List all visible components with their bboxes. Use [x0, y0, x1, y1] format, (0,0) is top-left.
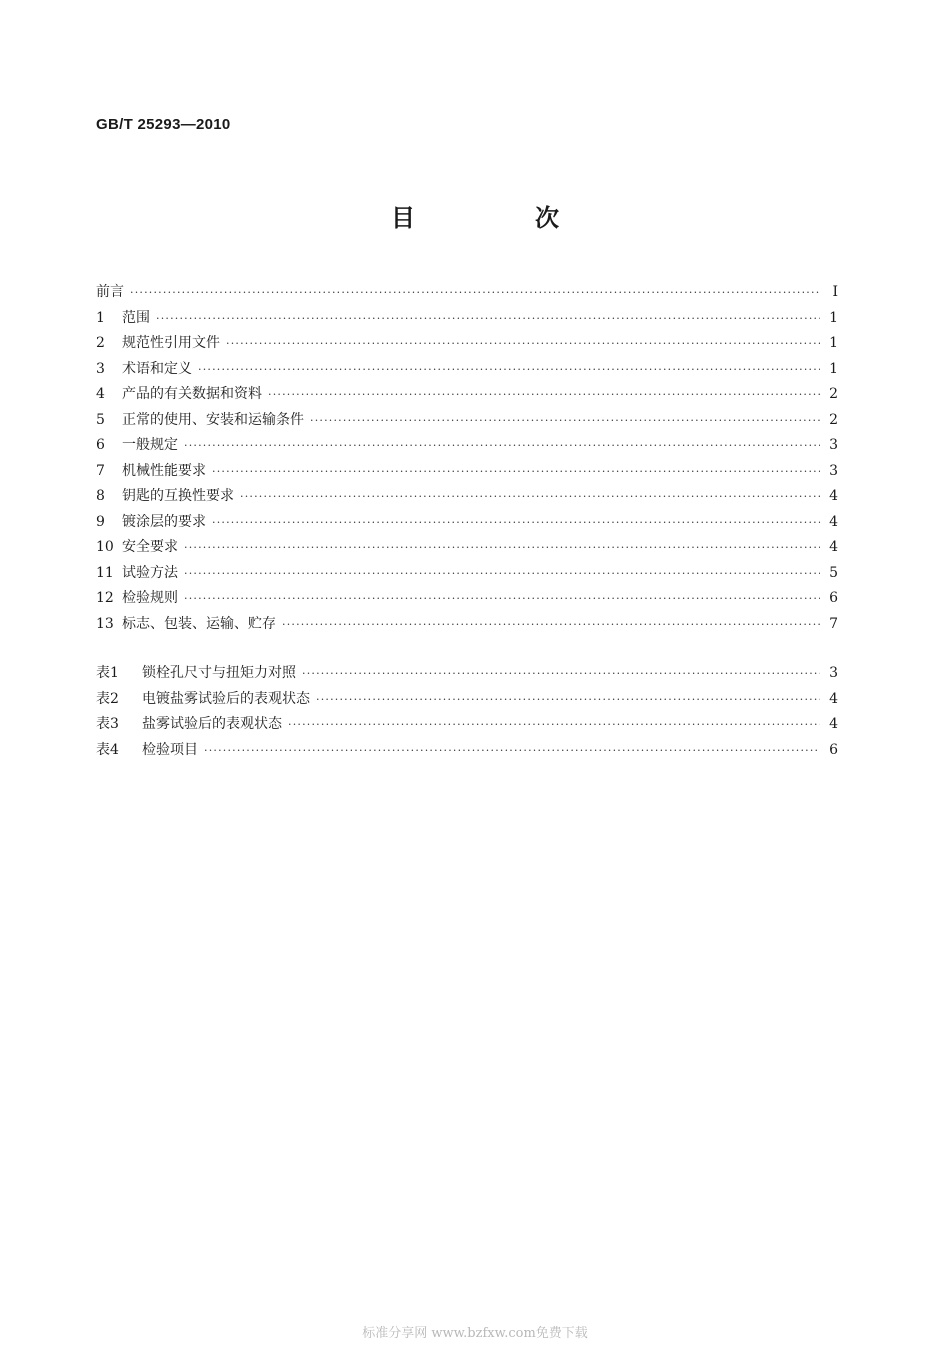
toc-entry-page: 4: [829, 513, 838, 530]
dot-leader: [226, 334, 820, 354]
toc-entry-number: 10: [96, 539, 114, 555]
dot-leader: [184, 436, 820, 456]
toc-entry-number: 表2: [96, 690, 119, 707]
toc-entry-title: 检验规则: [122, 590, 178, 606]
dot-leader: [184, 564, 820, 584]
toc-entry-page: 1: [829, 335, 838, 351]
page-title: 目 次: [391, 203, 607, 232]
toc-entry-title: 范围: [122, 309, 150, 326]
dot-leader: [184, 538, 820, 558]
toc-entry-page: 2: [829, 411, 838, 428]
toc-entry-title: 前言: [96, 284, 124, 300]
dot-leader: [310, 411, 820, 431]
toc-entry-number: 11: [96, 564, 114, 581]
toc-entry-page: 3: [829, 437, 838, 453]
toc-entry[interactable]: [96, 410, 838, 436]
toc-table-entry[interactable]: [96, 663, 838, 689]
toc-entry-page: 5: [829, 564, 838, 581]
toc-entry-title: 机械性能要求: [122, 462, 206, 479]
dot-leader: [282, 615, 820, 635]
toc-entry-page: 3: [829, 462, 838, 479]
dot-leader: [130, 283, 820, 303]
toc-entry-title: 试验方法: [122, 564, 178, 581]
toc-entry-page: Ⅰ: [832, 284, 838, 300]
toc-entry-title: 检验项目: [142, 741, 198, 758]
toc-entry-page: 6: [829, 741, 838, 758]
toc-entry-number: 12: [96, 590, 114, 606]
dot-leader: [184, 589, 820, 609]
table-of-contents: [96, 282, 838, 765]
toc-entry-title: 一般规定: [122, 437, 178, 453]
toc-entry-title: 规范性引用文件: [122, 335, 220, 351]
toc-entry[interactable]: [96, 333, 838, 359]
toc-table-entry[interactable]: [96, 714, 838, 740]
toc-entry-number: 5: [96, 411, 105, 428]
toc-entry[interactable]: [96, 614, 838, 640]
toc-divider-gap: [96, 639, 838, 663]
toc-entry[interactable]: [96, 359, 838, 385]
toc-entry-title: 正常的使用、安装和运输条件: [122, 411, 304, 428]
toc-entry-number: 13: [96, 615, 114, 632]
dot-leader: [212, 513, 820, 533]
toc-entry[interactable]: [96, 461, 838, 487]
toc-entry-title: 锁栓孔尺寸与扭矩力对照: [142, 665, 296, 681]
dot-leader: [156, 309, 820, 329]
toc-entry-title: 盐雾试验后的表观状态: [142, 716, 282, 732]
dot-leader: [198, 360, 820, 380]
dot-leader: [316, 690, 820, 710]
toc-entry[interactable]: [96, 512, 838, 538]
dot-leader: [268, 385, 820, 405]
toc-entry-number: 6: [96, 437, 105, 453]
toc-entry-page: 1: [829, 360, 838, 377]
toc-entry-number: 8: [96, 488, 105, 504]
toc-entry-page: 4: [829, 690, 838, 707]
toc-entry-page: 2: [829, 386, 838, 402]
toc-entry-number: 表4: [96, 741, 119, 758]
toc-entry-number: 9: [96, 513, 105, 530]
toc-entry-page: 4: [829, 539, 838, 555]
toc-entry[interactable]: [96, 588, 838, 614]
toc-entry[interactable]: [96, 486, 838, 512]
toc-entry-number: 4: [96, 386, 105, 402]
toc-entry-title: 钥匙的互换性要求: [122, 488, 234, 504]
toc-entry-page: 6: [829, 590, 838, 606]
toc-entry[interactable]: [96, 282, 838, 308]
toc-entry-number: 表1: [96, 665, 119, 681]
dot-leader: [240, 487, 820, 507]
toc-entry-number: 1: [96, 309, 105, 326]
toc-entry[interactable]: [96, 435, 838, 461]
dot-leader: [204, 741, 820, 761]
toc-entry-page: 1: [829, 309, 838, 326]
toc-entry-number: 7: [96, 462, 105, 479]
toc-entry-title: 术语和定义: [122, 360, 192, 377]
toc-entry-title: 产品的有关数据和资料: [122, 386, 262, 402]
toc-entry-title: 安全要求: [122, 539, 178, 555]
toc-table-entry[interactable]: [96, 689, 838, 715]
toc-entry-number: 2: [96, 335, 105, 351]
toc-tables: [96, 663, 838, 765]
toc-entry-page: 4: [829, 716, 838, 732]
toc-entry[interactable]: [96, 537, 838, 563]
toc-entry-title: 标志、包装、运输、贮存: [122, 615, 276, 632]
toc-sections: [96, 282, 838, 639]
dot-leader: [212, 462, 820, 482]
standard-code: GB/T 25293—2010: [96, 116, 231, 133]
toc-entry[interactable]: [96, 384, 838, 410]
toc-entry[interactable]: [96, 563, 838, 589]
toc-entry-page: 3: [829, 665, 838, 681]
footer-watermark: 标准分享网 www.bzfxw.com免费下载: [362, 1326, 588, 1341]
toc-entry[interactable]: [96, 308, 838, 334]
toc-entry-number: 表3: [96, 716, 119, 732]
toc-entry-page: 4: [829, 488, 838, 504]
toc-table-entry[interactable]: [96, 740, 838, 766]
toc-entry-page: 7: [829, 615, 838, 632]
dot-leader: [288, 715, 820, 735]
toc-entry-number: 3: [96, 360, 105, 377]
toc-entry-title: 镀涂层的要求: [122, 513, 206, 530]
toc-entry-title: 电镀盐雾试验后的表观状态: [142, 690, 310, 707]
dot-leader: [302, 664, 820, 684]
